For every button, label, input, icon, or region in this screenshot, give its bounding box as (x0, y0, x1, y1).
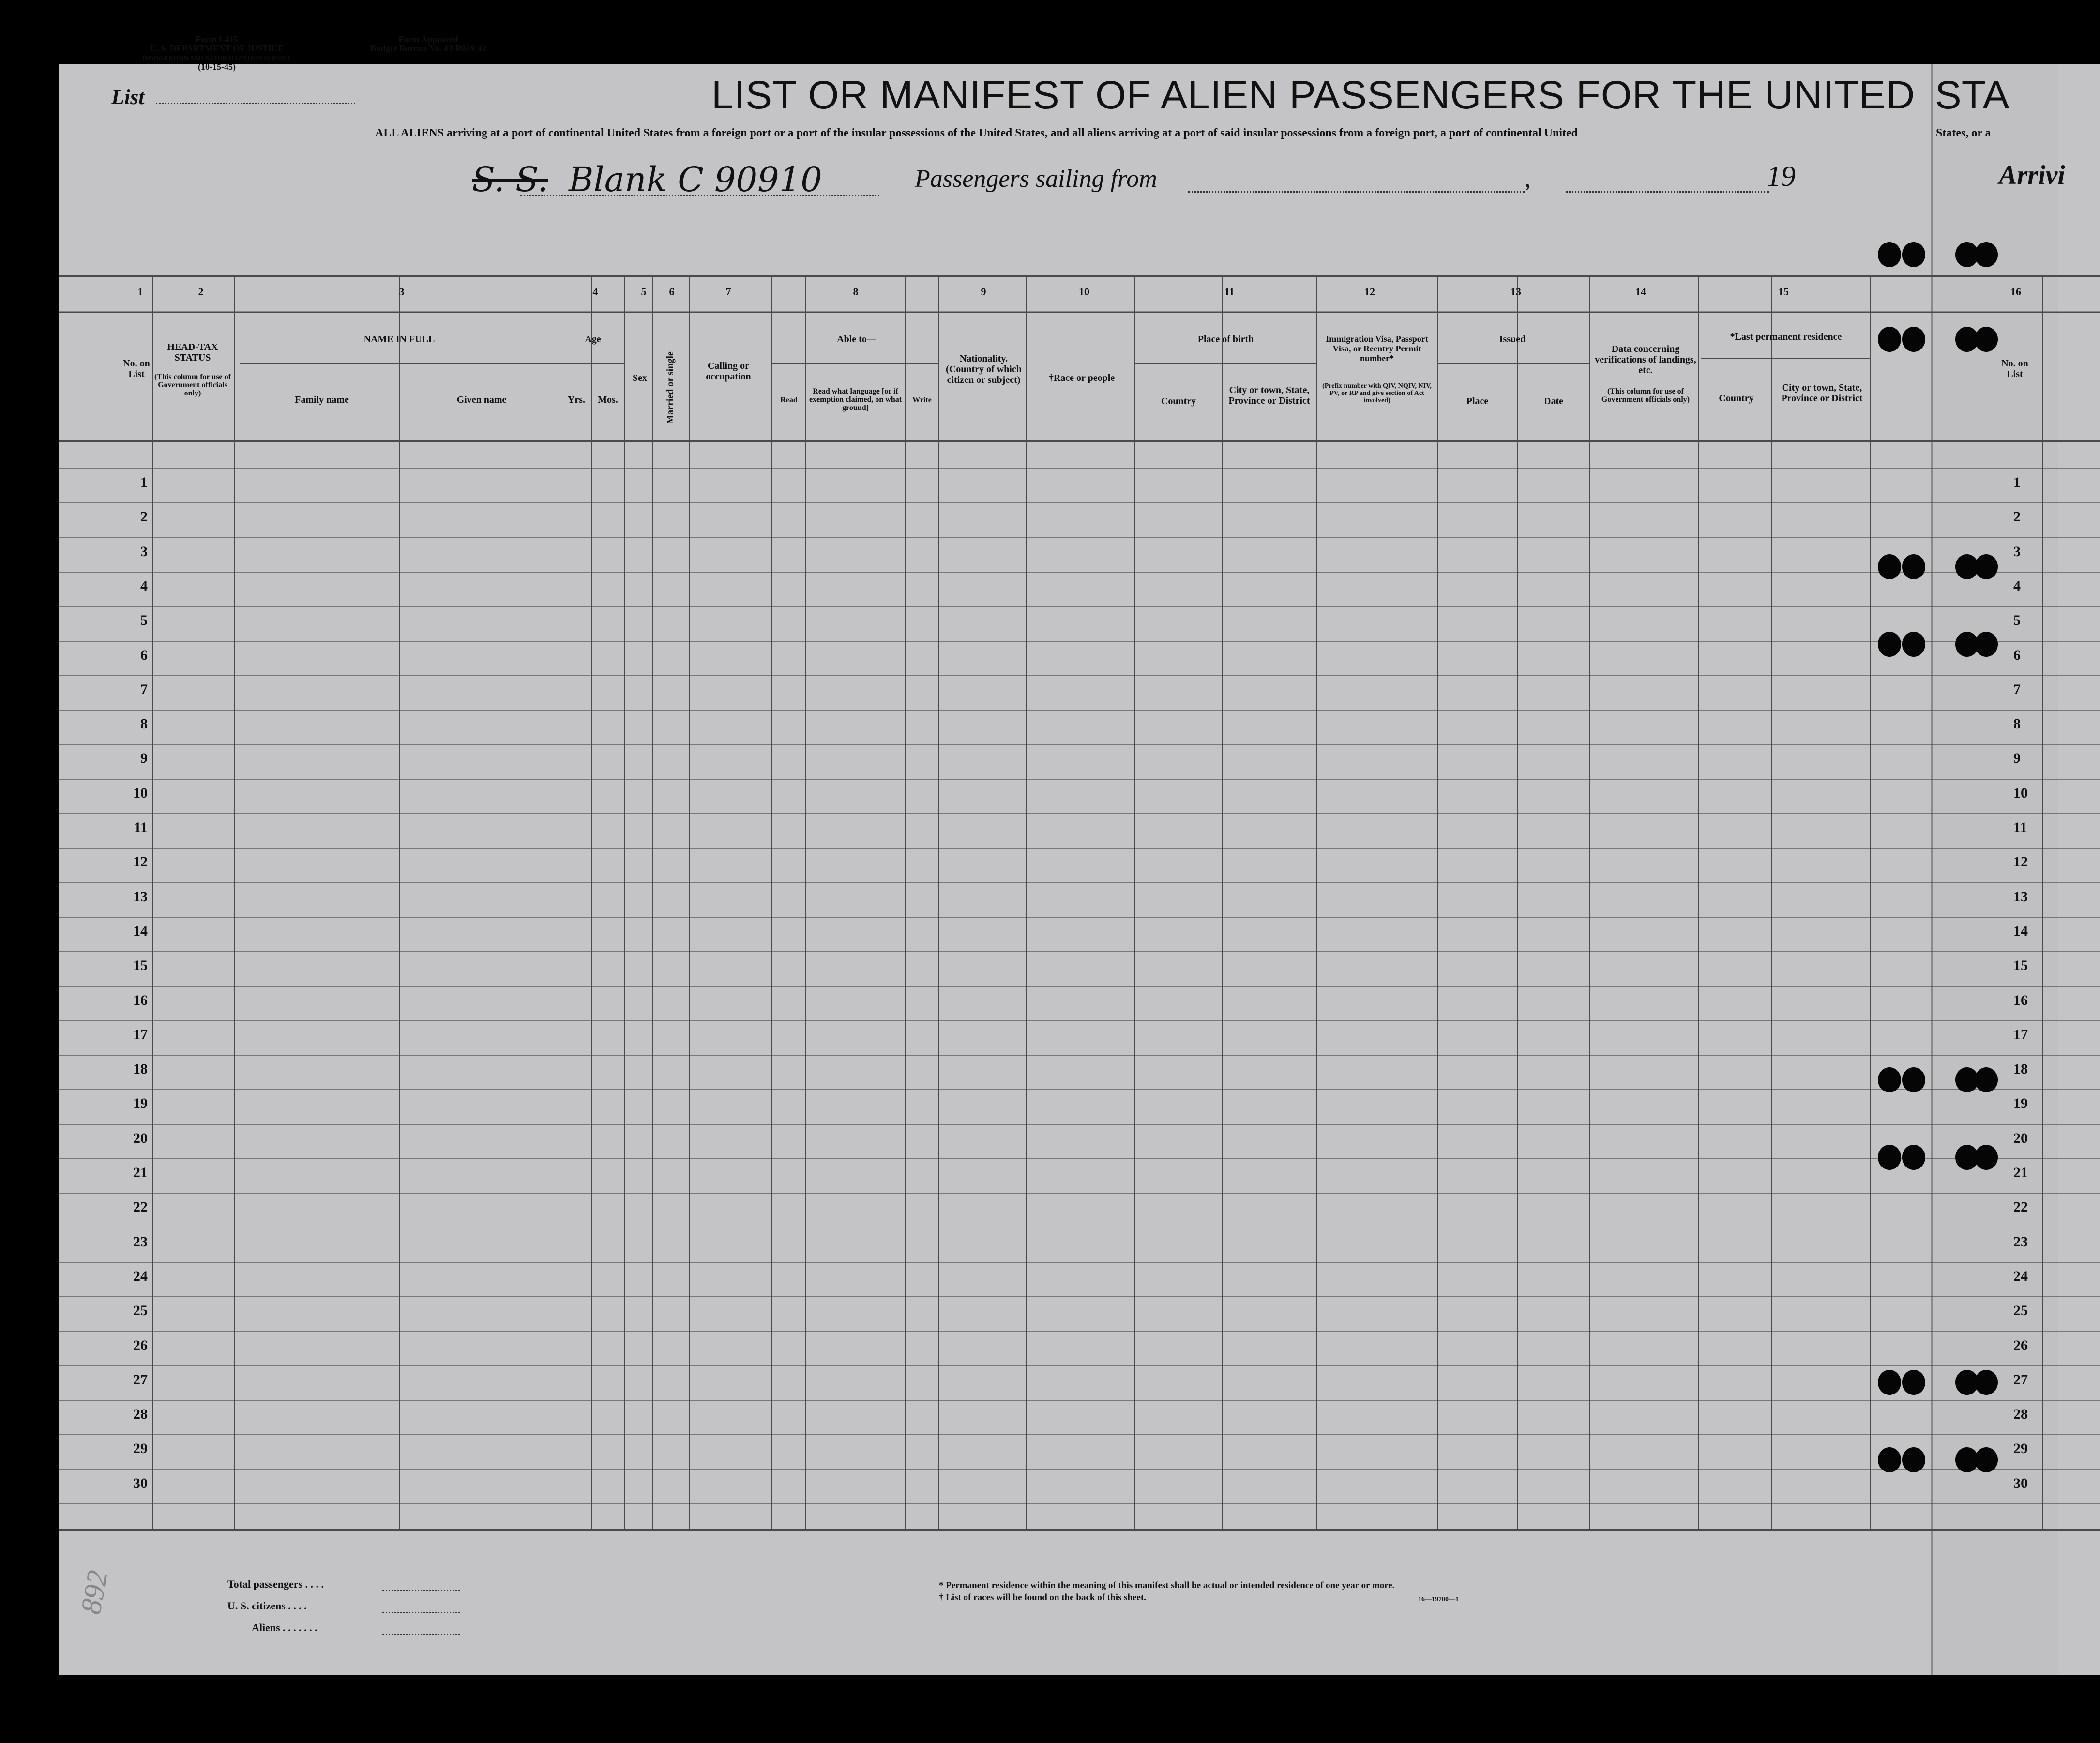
row-number-right: 30 (2013, 1475, 2028, 1491)
col-num-5: 5 (641, 286, 647, 298)
row-number-right: 5 (2013, 612, 2021, 628)
page-title-continued: STA (1935, 73, 2009, 117)
col-num-9: 9 (981, 286, 986, 298)
department-name: U. S. DEPARTMENT OF JUSTICE (150, 44, 284, 53)
row-number-right: 20 (2013, 1130, 2028, 1146)
arriving-label: Arrivi (1999, 160, 2065, 190)
hdr-data-verification: Data concerning verifications of landings, etc. (1595, 344, 1696, 376)
hdr-mos: Mos. (598, 394, 618, 405)
row-number: 16 (133, 992, 148, 1008)
row-number: 14 (133, 923, 148, 939)
hdr-city-town: City or town, State, Province or District (1228, 385, 1310, 406)
hdr-nationality: Nationality. (Country of which citizen or subject) (946, 353, 1022, 385)
punch-hole (1878, 327, 1901, 352)
punch-hole (1975, 1145, 1998, 1170)
hdr-visa-note: (Prefix number with QIV, NQIV, NIV, PV, or RP and give section of Act involved) (1322, 382, 1432, 404)
page-title: LIST OR MANIFEST OF ALIEN PASSENGERS FOR THE UNITED (711, 73, 1916, 117)
row-number: 3 (140, 544, 148, 560)
approved-label: Form Approved (398, 34, 458, 44)
hdr-no-on-list: No. on List (123, 358, 150, 379)
row-number: 5 (140, 612, 148, 628)
punch-hole (1902, 1370, 1925, 1395)
sailing-comma: , (1525, 165, 1531, 193)
budget-number: Budget Bureau No. 43-R019-42 (370, 44, 486, 53)
hdr-country-2: Country (1719, 393, 1754, 404)
row-number: 22 (133, 1199, 148, 1215)
row-number: 19 (133, 1095, 148, 1111)
row-number: 12 (133, 854, 148, 870)
row-number: 13 (133, 889, 148, 905)
punch-hole (1878, 1370, 1901, 1395)
row-number-right: 22 (2013, 1199, 2028, 1215)
row-number: 1 (140, 474, 148, 490)
row-number: 11 (134, 819, 148, 835)
list-label: List (111, 85, 145, 109)
hdr-write: Write (912, 396, 932, 404)
footnote-residence: * Permanent residence within the meaning of this manifest shall be actual or intended residence of one year or more. (939, 1580, 1395, 1591)
punch-hole (1878, 1145, 1901, 1170)
hdr-age: Age (585, 334, 601, 345)
row-number: 27 (133, 1372, 148, 1388)
sailing-year: 19 (1767, 160, 1796, 192)
hdr-given-name: Given name (456, 394, 507, 405)
row-number: 8 (140, 716, 148, 732)
hdr-visa: Immigration Visa, Passport Visa, or Reentry Permit number* (1326, 334, 1428, 363)
row-number: 25 (133, 1303, 148, 1319)
punch-hole (1902, 1067, 1925, 1092)
punch-hole (1902, 632, 1925, 657)
row-number-right: 8 (2013, 716, 2021, 732)
row-number: 7 (140, 682, 148, 697)
col-num-2: 2 (198, 286, 204, 298)
hdr-city-town-2: City or town, State, Province or District (1781, 382, 1863, 404)
footer-aliens-field[interactable] (382, 1634, 460, 1635)
punch-hole (1975, 554, 1998, 579)
hdr-sex: Sex (633, 373, 647, 383)
col-num-6: 6 (669, 286, 675, 298)
hdr-head-tax: HEAD-TAX STATUS (167, 342, 218, 363)
punch-hole (1975, 1370, 1998, 1395)
sailing-label: Passengers sailing from (915, 165, 1157, 193)
row-number-right: 26 (2013, 1337, 2028, 1353)
print-code: 16—19700—1 (1418, 1596, 1459, 1603)
row-number: 6 (140, 647, 148, 663)
hdr-married: Married or single (665, 351, 676, 424)
row-number-right: 9 (2013, 750, 2021, 766)
page-subtitle: ALL ALIENS arriving at a port of continental United States from a foreign port or a port of the insular possessions of the United States, and all aliens arriving at a port of said insular possessions from a foreign port, a port of continental United (375, 127, 1578, 139)
footer-aliens-label: Aliens . . . . . . . (252, 1622, 317, 1634)
row-number-right: 13 (2013, 889, 2028, 905)
punch-hole (1975, 242, 1998, 267)
row-number: 28 (133, 1406, 148, 1422)
col-num-8: 8 (853, 286, 859, 298)
punch-hole (1902, 554, 1925, 579)
punch-hole (1902, 1447, 1925, 1472)
col-num-13: 13 (1511, 286, 1521, 298)
punch-hole (1975, 327, 1998, 352)
hdr-family-name: Family name (295, 394, 349, 405)
punch-hole (1902, 242, 1925, 267)
hdr-able-to: Able to— (837, 334, 876, 345)
service-name: IMMIGRATION AND NATURALIZATION SERVICE (142, 54, 292, 61)
row-number-right: 24 (2013, 1268, 2028, 1284)
col-num-16: 16 (2010, 286, 2021, 298)
hdr-no-on-list-2: No. on List (2001, 358, 2028, 379)
hdr-issued: Issued (1499, 334, 1526, 345)
margin-annotation: 892 (75, 1568, 114, 1617)
col-num-12: 12 (1364, 286, 1375, 298)
row-number: 30 (133, 1475, 148, 1491)
ship-prefix: S. S. (472, 160, 548, 199)
hdr-data-verification-note: (This column for use of Government officials only) (1601, 387, 1690, 404)
row-number-right: 29 (2013, 1440, 2028, 1456)
hdr-place: Place (1466, 396, 1489, 407)
punch-hole (1878, 242, 1901, 267)
form-date: (10-15-45) (198, 62, 236, 72)
page-subtitle-continued: States, or a (1936, 127, 1991, 139)
row-number-right: 11 (2013, 819, 2027, 835)
row-number: 10 (133, 785, 148, 801)
row-number: 4 (140, 578, 148, 594)
col-num-3: 3 (399, 286, 405, 298)
punch-hole (1878, 632, 1901, 657)
row-number-right: 7 (2013, 682, 2021, 697)
col-num-4: 4 (592, 286, 598, 298)
punch-hole (1975, 632, 1998, 657)
row-number-right: 28 (2013, 1406, 2028, 1422)
hdr-race: †Race or people (1048, 373, 1115, 383)
punch-hole (1878, 554, 1901, 579)
hdr-yrs: Yrs. (567, 394, 586, 405)
col-num-14: 14 (1635, 286, 1646, 298)
footer-total-field[interactable] (382, 1590, 460, 1591)
row-number: 20 (133, 1130, 148, 1146)
row-number-right: 18 (2013, 1061, 2028, 1077)
row-number: 23 (133, 1234, 148, 1250)
hdr-last-residence: *Last permanent residence (1730, 332, 1842, 342)
row-number: 2 (140, 509, 148, 525)
col-num-11: 11 (1224, 286, 1235, 298)
col-num-1: 1 (137, 286, 143, 298)
row-number: 15 (133, 957, 148, 973)
ship-name[interactable]: Blank C 90910 (568, 160, 822, 199)
row-number-right: 15 (2013, 957, 2028, 973)
row-number-right: 23 (2013, 1234, 2028, 1250)
hdr-place-of-birth: Place of birth (1197, 334, 1254, 345)
hdr-head-tax-note: (This column for use of Government officials only) (154, 373, 231, 397)
row-number: 21 (133, 1165, 148, 1181)
hdr-date: Date (1544, 396, 1563, 407)
row-number-right: 25 (2013, 1303, 2028, 1319)
form-number: Form I-415 (196, 34, 238, 44)
footnote-races: † List of races will be found on the back of this sheet. (939, 1592, 1147, 1603)
col-num-15: 15 (1778, 286, 1789, 298)
hdr-country: Country (1161, 396, 1196, 407)
punch-hole (1902, 327, 1925, 352)
row-number-right: 6 (2013, 647, 2021, 663)
hdr-name-in-full: NAME IN FULL (363, 334, 435, 345)
row-number: 24 (133, 1268, 148, 1284)
punch-hole (1902, 1145, 1925, 1170)
footer-total-label: Total passengers . . . . (227, 1578, 324, 1590)
punch-hole (1975, 1447, 1998, 1472)
row-number: 9 (140, 750, 148, 766)
punch-hole (1878, 1067, 1901, 1092)
row-number-right: 4 (2013, 578, 2021, 594)
row-number: 17 (133, 1027, 148, 1043)
footer-citizens-label: U. S. citizens . . . . (227, 1600, 307, 1612)
row-number-right: 2 (2013, 509, 2021, 525)
footer-citizens-field[interactable] (382, 1612, 460, 1613)
row-number-right: 27 (2013, 1372, 2028, 1388)
punch-hole (1975, 1067, 1998, 1092)
row-number-right: 3 (2013, 544, 2021, 560)
row-number: 18 (133, 1061, 148, 1077)
hdr-read-language: Read what language [or if exemption claimed, on what ground] (809, 387, 902, 412)
row-number-right: 10 (2013, 785, 2028, 801)
col-num-7: 7 (725, 286, 731, 298)
punch-hole (1878, 1447, 1901, 1472)
col-num-10: 10 (1079, 286, 1089, 298)
row-number-right: 12 (2013, 854, 2028, 870)
row-number-right: 17 (2013, 1027, 2028, 1043)
hdr-calling: Calling or occupation (706, 361, 751, 382)
row-number-right: 1 (2013, 474, 2021, 490)
row-number: 26 (133, 1337, 148, 1353)
row-number-right: 21 (2013, 1165, 2028, 1181)
row-number-right: 16 (2013, 992, 2028, 1008)
row-number-right: 14 (2013, 923, 2028, 939)
row-number: 29 (133, 1440, 148, 1456)
row-number-right: 19 (2013, 1095, 2028, 1111)
hdr-read: Read (780, 396, 798, 404)
